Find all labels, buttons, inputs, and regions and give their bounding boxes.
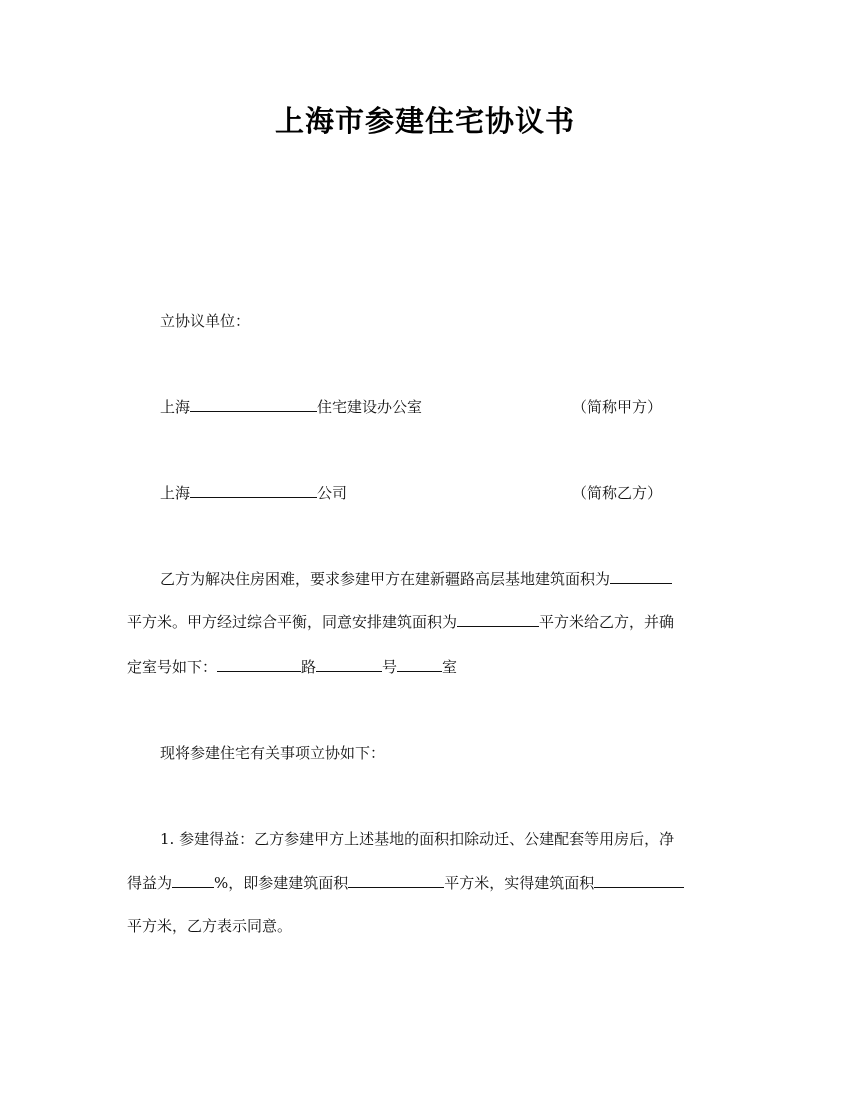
clause1-line2 xyxy=(127,872,684,894)
party-b-prefix: 上海 xyxy=(160,484,191,502)
clause1-line3: 平方米，乙方表示同意。 xyxy=(127,917,293,935)
para2-line: 现将参建住宅有关事项立协如下： xyxy=(160,744,386,762)
para1-line2 xyxy=(127,611,674,633)
percent-blank[interactable] xyxy=(172,872,214,888)
parties-heading: 立协议单位： xyxy=(160,312,251,330)
number-blank[interactable] xyxy=(316,656,382,672)
para1-text-3b: 路 xyxy=(301,658,317,676)
party-b-blank[interactable] xyxy=(190,482,317,498)
para1-line1 xyxy=(160,568,672,590)
actual-area-blank[interactable] xyxy=(594,872,684,888)
party-a-suffix: 住宅建设办公室 xyxy=(317,398,423,416)
clause1-line1: 1. 参建得益：乙方参建甲方上述基地的面积扣除动迁、公建配套等用房后，净 xyxy=(160,830,675,848)
party-a-prefix: 上海 xyxy=(160,398,191,416)
clause1-text-2c: 平方米，实得建筑面积 xyxy=(444,874,595,892)
party-a-blank[interactable] xyxy=(190,396,317,412)
para1-text-1: 乙方为解决住房困难，要求参建甲方在建新疆路高层基地建筑面积为 xyxy=(160,570,611,588)
room-blank[interactable] xyxy=(397,656,442,672)
participation-area-blank[interactable] xyxy=(348,872,444,888)
party-b-line xyxy=(160,482,347,504)
building-area-blank[interactable] xyxy=(610,568,672,584)
para1-text-3c: 号 xyxy=(382,658,398,676)
allocated-area-blank[interactable] xyxy=(457,611,539,627)
clause1-text-2b: %，即参建建筑面积 xyxy=(214,874,349,892)
road-blank[interactable] xyxy=(217,656,301,672)
party-a-note: （简称甲方） xyxy=(572,398,663,416)
para1-text-2b: 平方米给乙方，并确 xyxy=(539,613,675,631)
para1-text-3a: 定室号如下： xyxy=(127,658,218,676)
party-a-line xyxy=(160,396,422,418)
party-b-note: （简称乙方） xyxy=(572,484,663,502)
para1-text-2a: 平方米。甲方经过综合平衡，同意安排建筑面积为 xyxy=(127,613,458,631)
document-title: 上海市参建住宅协议书 xyxy=(274,104,575,138)
para1-line3 xyxy=(127,656,457,678)
party-b-suffix: 公司 xyxy=(317,484,348,502)
para1-text-3d: 室 xyxy=(442,658,458,676)
clause1-text-2a: 得益为 xyxy=(127,874,173,892)
